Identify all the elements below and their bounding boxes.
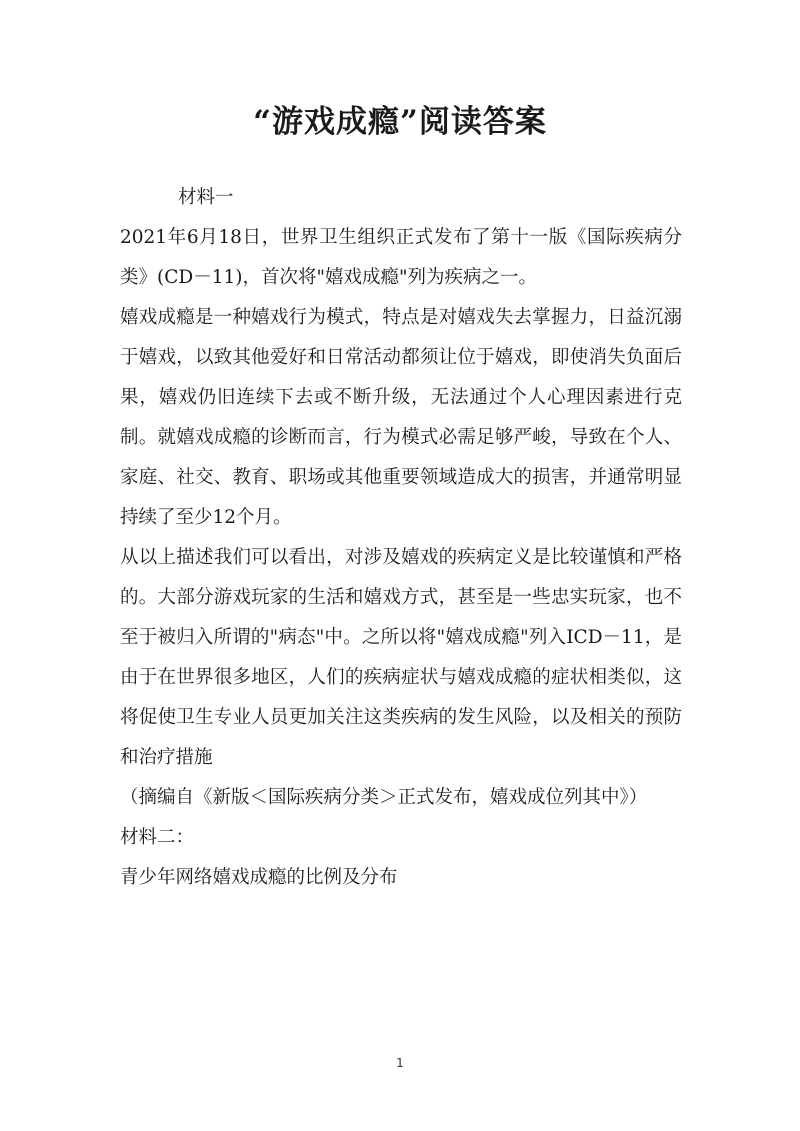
source-citation: （摘编自《新版＜国际疾病分类＞正式发布，嬉戏成位列其中》） — [120, 787, 648, 808]
paragraph-icd-release: 2021年6月18日，世界卫生组织正式发布了第十一版《国际疾病分类》(CD－11)，首次将"嬉戏成瘾"列为疾病之一。 — [120, 227, 682, 288]
paragraph-analysis: 从以上描述我们可以看出，对涉及嬉戏的疾病定义是比较谨慎和严格的。大部分游戏玩家的生活和嬉戏方式，甚至是一些忠实玩家，也不至于被归入所谓的"病态"中。之所以将"嬉戏成瘾"列入ICD－11，是由于在世界很多地区，人们的疾病症状与嬉戏成瘾的症状相类似，这将促使卫生专业人员更加关注这类疾病的发生风险，以及相关的预防和治疗措施 — [120, 547, 682, 768]
document-body — [120, 178, 682, 898]
paragraph-definition: 嬉戏成瘾是一种嬉戏行为模式，特点是对嬉戏失去掌握力，日益沉溺于嬉戏，以致其他爱好和日常活动都须让位于嬉戏，即使消失负面后果，嬉戏仍旧连续下去或不断升级，无法通过个人心理因素进行克制。就嬉戏成瘾的诊断而言，行为模式必需足够严峻，导致在个人、家庭、社交、教育、职场或其他重要领域造成大的损害，并通常明显持续了至少12个月。 — [120, 307, 682, 528]
material-two-heading: 材料二： — [120, 827, 195, 848]
material-one-heading: 材料一 — [178, 187, 234, 208]
page-number: 1 — [396, 1056, 404, 1070]
document-title: “游戏成瘾”阅读答案 — [253, 104, 547, 140]
chart-caption: 青少年网络嬉戏成瘾的比例及分布 — [120, 867, 398, 888]
